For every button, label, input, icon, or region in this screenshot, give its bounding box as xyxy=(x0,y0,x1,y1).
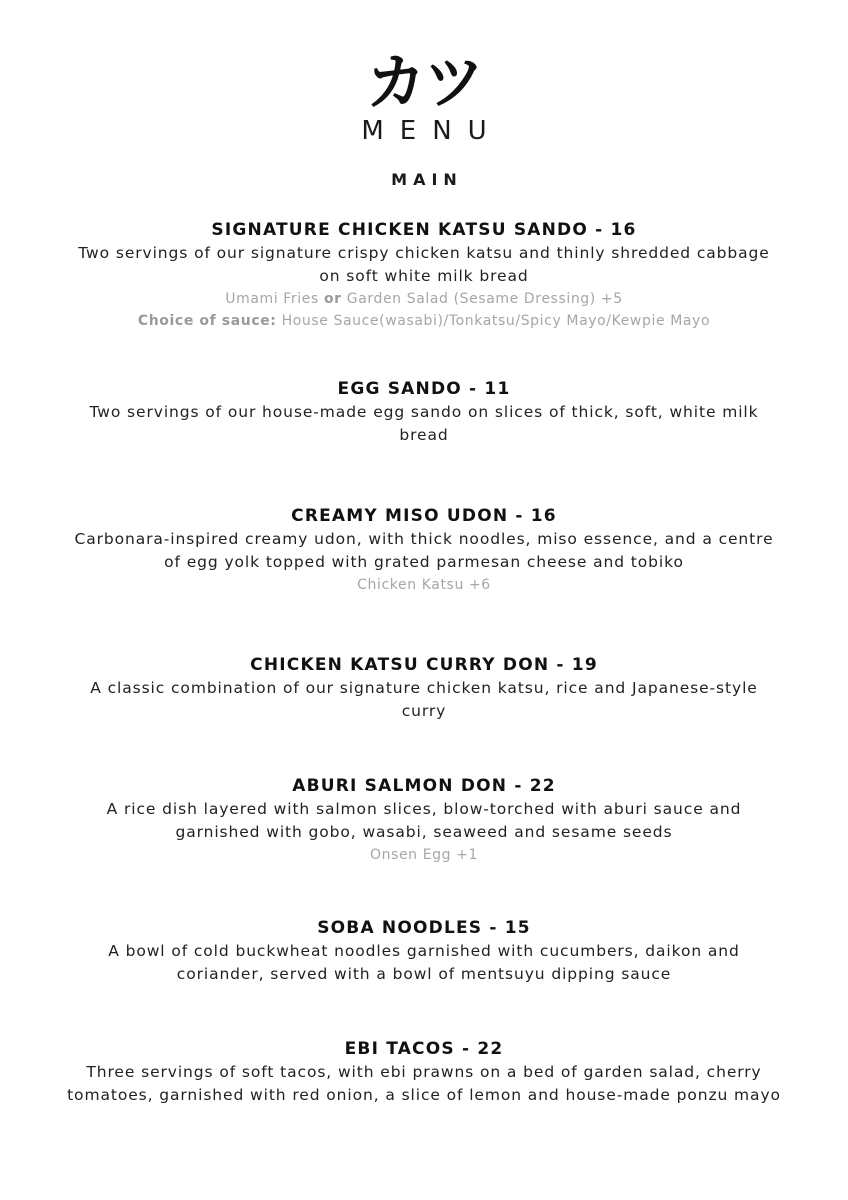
item-description: A bowl of cold buckwheat noodles garnished with cucumbers, daikon and coriander, served with a bowl of mentsuyu dipping sauce xyxy=(108,942,740,983)
item-name: EBI TACOS - 22 xyxy=(344,1039,504,1059)
menu-item-soba-noodles xyxy=(70,916,778,986)
sauce-options: House Sauce(wasabi)/Tonkatsu/Spicy Mayo/Kewpie Mayo xyxy=(281,313,711,329)
item-addon: Chicken Katsu +6 xyxy=(357,577,491,593)
item-description: A classic combination of our signature chicken katsu, rice and Japanese-style curry xyxy=(90,679,758,720)
katsu-logo: カツ xyxy=(366,48,482,118)
menu-item-creamy-miso-udon xyxy=(70,504,778,596)
item-side-options xyxy=(70,288,778,310)
side-option-connector: or xyxy=(323,291,342,307)
item-addon: Onsen Egg +1 xyxy=(369,847,479,863)
side-option-fries: Umami Fries xyxy=(225,291,319,307)
item-description: A rice dish layered with salmon slices, blow-torched with aburi sauce and garnished with gobo, wasabi, seaweed and sesame seeds xyxy=(106,800,742,841)
menu-item-ebi-tacos xyxy=(64,1037,784,1107)
menu-item-aburi-salmon-don xyxy=(70,774,778,866)
menu-item-signature-chicken-katsu-sando xyxy=(70,218,778,332)
item-name: CHICKEN KATSU CURRY DON - 19 xyxy=(250,655,598,675)
item-name: SOBA NOODLES - 15 xyxy=(317,918,531,938)
sauce-label: Choice of sauce: xyxy=(137,313,277,329)
item-name: EGG SANDO - 11 xyxy=(337,379,511,399)
item-name: CREAMY MISO UDON - 16 xyxy=(291,506,557,526)
item-description: Two servings of our signature crispy chicken katsu and thinly shredded cabbage on soft white milk bread xyxy=(78,244,770,285)
menu-title: MENU xyxy=(361,116,503,146)
item-description: Carbonara-inspired creamy udon, with thick noodles, miso essence, and a centre of egg yolk topped with grated parmesan cheese and tobiko xyxy=(74,530,774,571)
item-sauce-options xyxy=(70,310,778,332)
item-name: SIGNATURE CHICKEN KATSU SANDO - 16 xyxy=(211,220,637,240)
item-name: ABURI SALMON DON - 22 xyxy=(292,776,556,796)
side-option-salad: Garden Salad (Sesame Dressing) +5 xyxy=(346,291,623,307)
item-description: Two servings of our house-made egg sando on slices of thick, soft, white milk bread xyxy=(89,403,759,444)
section-title-main: MAIN xyxy=(391,170,463,189)
menu-item-egg-sando xyxy=(70,377,778,447)
item-description: Three servings of soft tacos, with ebi prawns on a bed of garden salad, cherry tomatoes, garnished with red onion, a slice of lemon and house-made ponzu mayo xyxy=(67,1063,781,1104)
menu-item-chicken-katsu-curry-don xyxy=(70,653,778,723)
